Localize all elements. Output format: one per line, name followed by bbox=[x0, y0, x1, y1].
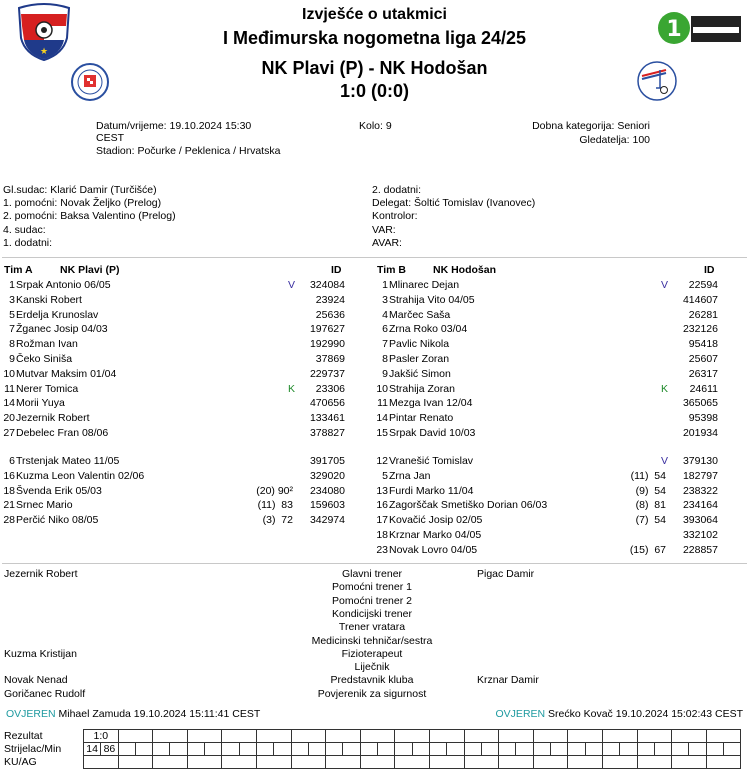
player-number: 11 bbox=[4, 382, 15, 395]
verified-label: OVJEREN bbox=[6, 708, 56, 720]
player-id: 329020 bbox=[309, 469, 345, 482]
player-name: Švenda Erik 05/03 bbox=[16, 484, 102, 497]
player-id: 234164 bbox=[682, 499, 718, 512]
player-number: 5 bbox=[382, 469, 388, 482]
player-row bbox=[0, 498, 345, 513]
minute-cell bbox=[378, 743, 395, 756]
staff-team-b: Pigac Damir bbox=[477, 568, 535, 580]
card-cell bbox=[568, 756, 603, 769]
player-id: 159603 bbox=[309, 499, 345, 512]
scorer-cell bbox=[395, 743, 412, 756]
player-id: 22594 bbox=[688, 279, 718, 291]
player-row bbox=[368, 484, 718, 499]
result-cell bbox=[118, 730, 153, 743]
player-number: 18 bbox=[376, 529, 388, 541]
player-name: Žganec Josip 04/03 bbox=[16, 323, 108, 336]
player-name: Vranešić Tomislav bbox=[389, 455, 474, 467]
player-id: 379130 bbox=[682, 455, 718, 467]
player-number: 7 bbox=[9, 323, 15, 336]
official-line: Kontrolor: bbox=[372, 210, 418, 223]
goalkeeper-mark: V bbox=[288, 279, 296, 291]
player-name: Jakšić Simon bbox=[389, 367, 451, 380]
verification-team-a bbox=[6, 708, 260, 720]
result-cell bbox=[360, 730, 395, 743]
player-number: 6 bbox=[382, 323, 388, 336]
player-number: 20 bbox=[3, 412, 15, 425]
player-id: 26317 bbox=[688, 367, 718, 380]
card-cell bbox=[429, 756, 464, 769]
player-id: 25636 bbox=[315, 308, 345, 321]
result-cell bbox=[291, 730, 326, 743]
officials-right bbox=[372, 184, 535, 250]
team-a-name: NK Plavi (P) bbox=[60, 264, 120, 276]
player-row bbox=[368, 528, 718, 543]
result-cell bbox=[256, 730, 291, 743]
result-cell bbox=[187, 730, 222, 743]
player-row bbox=[0, 308, 345, 323]
card-cell bbox=[222, 756, 257, 769]
player-name: Strahija Vito 04/05 bbox=[389, 293, 475, 306]
minute-cell bbox=[135, 743, 152, 756]
minute-cell bbox=[654, 743, 671, 756]
team-b-name: NK Hodošan bbox=[433, 264, 496, 276]
goalkeeper-mark: V bbox=[661, 279, 669, 291]
player-number: 6 bbox=[9, 455, 15, 467]
scorer-cell bbox=[187, 743, 204, 756]
scorer-cell bbox=[326, 743, 343, 756]
player-number: 28 bbox=[3, 514, 15, 527]
player-name: Srpak Antonio 06/05 bbox=[16, 279, 111, 291]
player-number: 4 bbox=[382, 308, 388, 321]
substitution-info: (15) 67 bbox=[629, 543, 666, 556]
minute-cell bbox=[343, 743, 360, 756]
staff-role: Trener vratara bbox=[338, 621, 406, 634]
staff-role: Pomoćni trener 2 bbox=[332, 594, 412, 607]
player-row bbox=[0, 352, 345, 367]
player-number: 16 bbox=[376, 499, 388, 512]
substitution-info: (20) 90² bbox=[256, 484, 293, 497]
minute-cell bbox=[585, 743, 602, 756]
scorer-cell bbox=[464, 743, 481, 756]
scorer-cell: 14 bbox=[84, 743, 101, 756]
staff-team-a: Kuzma Kristijan bbox=[4, 647, 77, 660]
scorer-cell bbox=[533, 743, 550, 756]
player-name: Kanski Robert bbox=[16, 293, 82, 306]
minute-cell bbox=[723, 743, 740, 756]
player-number: 3 bbox=[9, 293, 15, 306]
separator bbox=[2, 563, 747, 564]
player-row bbox=[0, 367, 345, 382]
team-a-label: Tim A bbox=[4, 264, 33, 276]
scorer-cell bbox=[153, 743, 170, 756]
verification-team-b bbox=[496, 708, 743, 720]
player-name: Jezernik Robert bbox=[16, 412, 90, 425]
player-id: 23306 bbox=[315, 382, 345, 395]
spectators: Gledatelja: 100 bbox=[579, 134, 650, 146]
minute-cell bbox=[308, 743, 325, 756]
player-id: 228857 bbox=[682, 543, 718, 556]
player-name: Erdelja Krunoslav bbox=[16, 308, 99, 321]
player-row bbox=[0, 426, 345, 441]
player-row bbox=[368, 308, 718, 323]
player-name: Furdi Marko 11/04 bbox=[389, 484, 474, 497]
player-row bbox=[368, 513, 718, 528]
player-name: Pasler Zoran bbox=[389, 353, 450, 365]
age-category: Dobna kategorija: Seniori bbox=[532, 120, 650, 132]
substitution-info: (8) 81 bbox=[635, 499, 666, 512]
player-row bbox=[0, 469, 345, 484]
player-number: 9 bbox=[9, 353, 15, 365]
player-id: 470656 bbox=[309, 397, 345, 410]
result-cell bbox=[602, 730, 637, 743]
player-row bbox=[368, 411, 718, 426]
player-row bbox=[0, 411, 345, 426]
result-cell bbox=[499, 730, 534, 743]
officials-left bbox=[3, 184, 176, 250]
player-row bbox=[368, 469, 718, 484]
verified-by: Mihael Zamuda 19.10.2024 15:11:41 CEST bbox=[58, 708, 261, 720]
player-id: 393064 bbox=[682, 514, 718, 527]
scorer-cell bbox=[429, 743, 446, 756]
result-cell bbox=[706, 730, 741, 743]
player-number: 10 bbox=[3, 367, 15, 380]
team-a-id-header: ID bbox=[331, 264, 342, 276]
player-row bbox=[0, 322, 345, 337]
card-cell bbox=[256, 756, 291, 769]
player-row bbox=[0, 293, 345, 308]
substitution-info: (11) 83 bbox=[257, 499, 293, 512]
player-row bbox=[368, 396, 718, 411]
player-number: 14 bbox=[3, 397, 15, 410]
separator bbox=[2, 257, 747, 258]
player-name: Kuzma Leon Valentin 02/06 bbox=[16, 469, 145, 482]
player-name: Zrna Roko 03/04 bbox=[389, 323, 468, 336]
staff-team-b: Krznar Damir bbox=[477, 674, 539, 687]
player-id: 342974 bbox=[309, 514, 345, 527]
player-id: 414607 bbox=[682, 293, 718, 306]
player-id: 229737 bbox=[309, 367, 345, 380]
substitution-info: (11) 54 bbox=[630, 469, 666, 482]
player-name: Mlinarec Dejan bbox=[389, 279, 460, 291]
player-row bbox=[0, 484, 345, 499]
card-cell bbox=[499, 756, 534, 769]
match-timezone: CEST bbox=[96, 132, 125, 144]
staff-role: Kondicijski trener bbox=[332, 607, 412, 620]
player-id: 391705 bbox=[309, 455, 345, 467]
card-cell bbox=[395, 756, 430, 769]
goalkeeper-mark: V bbox=[661, 455, 669, 467]
player-number: 1 bbox=[9, 279, 15, 291]
player-row bbox=[0, 337, 345, 352]
result-cell: 1:0 bbox=[84, 730, 119, 743]
official-line: VAR: bbox=[372, 223, 396, 236]
official-line: 1. pomoćni: Novak Željko (Prelog) bbox=[3, 197, 162, 210]
result-cell bbox=[429, 730, 464, 743]
substitution-info: (7) 54 bbox=[635, 514, 666, 527]
scorer-cell bbox=[118, 743, 135, 756]
result-cell bbox=[672, 730, 707, 743]
player-number: 10 bbox=[376, 382, 388, 395]
league-title: I Međimurska nogometna liga 24/25 bbox=[222, 28, 527, 48]
player-id: 26281 bbox=[688, 308, 718, 321]
minute-cell bbox=[551, 743, 568, 756]
player-number: 8 bbox=[382, 353, 388, 365]
result-cell bbox=[533, 730, 568, 743]
player-id: 378827 bbox=[309, 427, 345, 439]
score-grid-row bbox=[84, 756, 741, 769]
result-cell bbox=[153, 730, 188, 743]
player-row bbox=[0, 513, 345, 528]
score-grid-row bbox=[84, 730, 741, 743]
card-cell bbox=[637, 756, 672, 769]
card-cell bbox=[291, 756, 326, 769]
scorer-cell bbox=[706, 743, 723, 756]
scorer-cell bbox=[499, 743, 516, 756]
official-line: 4. sudac: bbox=[3, 223, 46, 236]
score-grid-labels bbox=[4, 730, 61, 769]
player-id: 25607 bbox=[688, 353, 718, 365]
player-row bbox=[368, 293, 718, 308]
player-number: 18 bbox=[3, 484, 15, 497]
substitution-info: (9) 54 bbox=[635, 484, 666, 497]
player-number: 17 bbox=[376, 514, 388, 527]
result-cell bbox=[326, 730, 361, 743]
player-row bbox=[368, 352, 718, 367]
player-row bbox=[368, 426, 718, 441]
card-cell bbox=[360, 756, 395, 769]
player-number: 14 bbox=[376, 412, 388, 425]
scorer-cell bbox=[256, 743, 273, 756]
match-round: Kolo: 9 bbox=[359, 120, 392, 132]
staff-team-a: Jezernik Robert bbox=[4, 568, 78, 580]
card-cell bbox=[326, 756, 361, 769]
official-line: 2. dodatni: bbox=[372, 184, 422, 196]
player-name: Novak Lovro 04/05 bbox=[389, 543, 478, 556]
minute-cell bbox=[239, 743, 256, 756]
player-id: 95418 bbox=[688, 338, 718, 351]
player-number: 12 bbox=[376, 455, 388, 467]
official-line: 1. dodatni: bbox=[3, 236, 53, 249]
player-name: Trstenjak Mateo 11/05 bbox=[16, 455, 120, 467]
svg-text:1: 1 bbox=[666, 17, 682, 42]
staff-role: Pomoćni trener 1 bbox=[332, 581, 412, 594]
player-id: 23924 bbox=[315, 293, 345, 306]
player-row bbox=[368, 543, 718, 558]
card-cell bbox=[153, 756, 188, 769]
row-label-cards: KU/AG bbox=[4, 756, 37, 768]
player-name: Kovačić Josip 02/05 bbox=[389, 514, 483, 527]
player-name: Marčec Saša bbox=[389, 308, 451, 321]
player-id: 192990 bbox=[309, 338, 345, 351]
minute-cell bbox=[481, 743, 498, 756]
player-name: Srnec Mario bbox=[16, 499, 73, 512]
staff-role: Fizioterapeut bbox=[341, 647, 403, 660]
player-id: 182797 bbox=[682, 469, 718, 482]
player-row bbox=[0, 396, 345, 411]
match-datetime: Datum/vrijeme: 19.10.2024 15:30 bbox=[96, 120, 252, 132]
player-name: Krznar Marko 04/05 bbox=[389, 529, 482, 541]
player-number: 7 bbox=[382, 338, 388, 351]
official-line: Delegat: Šoltić Tomislav (Ivanovec) bbox=[372, 197, 536, 210]
player-row bbox=[368, 337, 718, 352]
player-id: 37869 bbox=[315, 353, 345, 365]
player-row bbox=[368, 498, 718, 513]
staff-team-a: Goričanec Rudolf bbox=[4, 687, 86, 700]
player-number: 3 bbox=[382, 293, 388, 306]
scorer-cell bbox=[602, 743, 619, 756]
row-label-scorer: Strijelac/Min bbox=[4, 743, 62, 755]
scorer-cell bbox=[291, 743, 308, 756]
player-name: Rožman Ivan bbox=[16, 338, 78, 351]
player-id: 24611 bbox=[689, 382, 718, 395]
minute-cell bbox=[170, 743, 187, 756]
minute-cell bbox=[205, 743, 222, 756]
scorer-cell bbox=[672, 743, 689, 756]
player-row bbox=[368, 367, 718, 382]
player-row bbox=[368, 278, 718, 293]
official-line: AVAR: bbox=[372, 236, 402, 249]
player-row bbox=[368, 382, 718, 397]
player-id: 201934 bbox=[682, 427, 718, 439]
player-row bbox=[0, 454, 345, 469]
minute-cell bbox=[274, 743, 291, 756]
scorer-cell bbox=[568, 743, 585, 756]
staff-role: Predstavnik kluba bbox=[330, 674, 414, 687]
player-id: 197627 bbox=[309, 323, 345, 336]
player-row bbox=[368, 454, 718, 469]
player-number: 15 bbox=[376, 427, 388, 439]
card-cell bbox=[602, 756, 637, 769]
card-cell bbox=[118, 756, 153, 769]
scorer-cell bbox=[360, 743, 377, 756]
player-number: 13 bbox=[376, 484, 388, 497]
card-cell bbox=[84, 756, 119, 769]
result-cell bbox=[222, 730, 257, 743]
player-id: 234080 bbox=[309, 484, 345, 497]
player-number: 16 bbox=[3, 469, 15, 482]
player-id: 324084 bbox=[309, 279, 345, 291]
player-name: Debelec Fran 08/06 bbox=[16, 427, 109, 439]
card-cell bbox=[533, 756, 568, 769]
player-name: Zrna Jan bbox=[389, 469, 431, 482]
player-name: Strahija Zoran bbox=[389, 382, 455, 395]
player-number: 21 bbox=[3, 499, 15, 512]
minute-cell bbox=[689, 743, 706, 756]
minute-cell bbox=[447, 743, 464, 756]
captain-mark: K bbox=[288, 382, 296, 395]
team-b-id-header: ID bbox=[704, 264, 715, 276]
svg-text:★: ★ bbox=[39, 47, 49, 57]
staff-team-a: Novak Nenad bbox=[4, 674, 68, 687]
staff-role: Liječnik bbox=[354, 661, 390, 674]
minute-cell bbox=[412, 743, 429, 756]
player-name: Perčić Niko 08/05 bbox=[16, 514, 99, 527]
player-id: 332102 bbox=[682, 529, 718, 541]
player-name: Čeko Siniša bbox=[16, 353, 73, 365]
staff-role: Medicinski tehničar/sestra bbox=[311, 634, 433, 647]
player-name: Morii Yuya bbox=[16, 397, 65, 410]
verified-label: OVJEREN bbox=[495, 708, 546, 720]
player-number: 5 bbox=[9, 308, 15, 321]
minute-cell bbox=[516, 743, 533, 756]
player-name: Zagorščak Smetiško Dorian 06/03 bbox=[389, 499, 548, 512]
match-result: 1:0 (0:0) bbox=[339, 81, 410, 101]
player-id: 133461 bbox=[309, 412, 345, 425]
verified-by: Srećko Kovač 19.10.2024 15:02:43 CEST bbox=[548, 708, 743, 720]
scorer-cell bbox=[637, 743, 654, 756]
player-name: Nerer Tomica bbox=[16, 382, 79, 395]
player-id: 365065 bbox=[682, 397, 718, 410]
player-name: Pintar Renato bbox=[389, 412, 454, 425]
player-number: 9 bbox=[382, 367, 388, 380]
official-line: 2. pomoćni: Baksa Valentino (Prelog) bbox=[3, 210, 176, 223]
card-cell bbox=[672, 756, 707, 769]
score-grid bbox=[83, 729, 741, 769]
player-id: 95398 bbox=[688, 412, 718, 425]
player-row bbox=[368, 322, 718, 337]
official-line: Gl.sudac: Klarić Damir (Turčišće) bbox=[3, 184, 157, 196]
player-name: Mutvar Maksim 01/04 bbox=[16, 367, 117, 380]
player-row bbox=[0, 278, 345, 293]
player-id: 238322 bbox=[682, 484, 718, 497]
scorer-cell bbox=[222, 743, 239, 756]
minute-cell bbox=[620, 743, 637, 756]
result-cell bbox=[395, 730, 430, 743]
substitution-info: (3) 72 bbox=[262, 514, 293, 527]
report-title: Izvješće o utakmici bbox=[302, 6, 447, 23]
score-grid-row bbox=[84, 743, 741, 756]
player-number: 23 bbox=[376, 543, 388, 556]
staff-role: Glavni trener bbox=[341, 568, 403, 580]
captain-mark: K bbox=[661, 382, 669, 395]
player-number: 11 bbox=[377, 397, 388, 410]
card-cell bbox=[464, 756, 499, 769]
result-cell bbox=[568, 730, 603, 743]
player-row bbox=[0, 382, 345, 397]
card-cell bbox=[706, 756, 741, 769]
team-b-label: Tim B bbox=[377, 264, 406, 276]
staff-role: Povjerenik za sigurnost bbox=[317, 687, 427, 700]
card-cell bbox=[187, 756, 222, 769]
player-number: 27 bbox=[3, 427, 15, 439]
result-cell bbox=[464, 730, 499, 743]
player-name: Srpak David 10/03 bbox=[389, 427, 476, 439]
player-id: 232126 bbox=[682, 323, 718, 336]
match-title: NK Plavi (P) - NK Hodošan bbox=[261, 58, 488, 78]
minute-cell: 86 bbox=[101, 743, 118, 756]
result-cell bbox=[637, 730, 672, 743]
player-number: 1 bbox=[382, 279, 388, 291]
player-number: 8 bbox=[9, 338, 15, 351]
row-label-result: Rezultat bbox=[4, 730, 43, 742]
match-stadium: Stadion: Počurke / Peklenica / Hrvatska bbox=[96, 145, 281, 157]
player-name: Pavlic Nikola bbox=[389, 338, 450, 351]
player-name: Mezga Ivan 12/04 bbox=[389, 397, 473, 410]
